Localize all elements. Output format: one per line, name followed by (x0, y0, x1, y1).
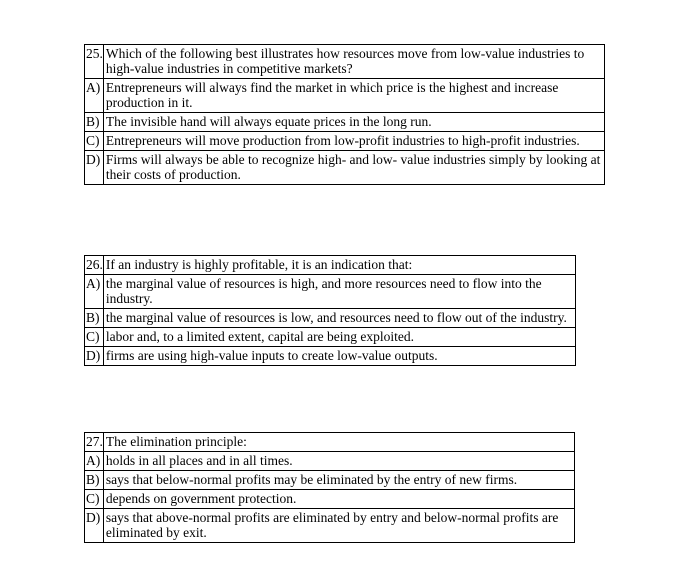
option-a-letter: A) (85, 452, 104, 471)
option-c-text: labor and, to a limited extent, capital are being exploited. (103, 328, 575, 347)
question-number: 26. (85, 256, 104, 275)
option-b-text: the marginal value of resources is low, and resources need to flow out of the industry. (103, 309, 575, 328)
option-c-row (85, 328, 576, 347)
question-stem: If an industry is highly profitable, it is an indication that: (103, 256, 575, 275)
option-d-row (85, 509, 575, 543)
option-b-row (85, 309, 576, 328)
option-a-row (85, 275, 576, 309)
option-a-text: Entrepreneurs will always find the market in which price is the highest and increase production in it. (103, 79, 604, 113)
option-c-letter: C) (85, 328, 104, 347)
option-a-text: the marginal value of resources is high, and more resources need to flow into the industry. (103, 275, 575, 309)
option-b-row (85, 471, 575, 490)
option-b-row (85, 113, 605, 132)
option-a-letter: A) (85, 79, 104, 113)
question-27 (84, 432, 575, 543)
option-d-text: says that above-normal profits are eliminated by entry and below-normal profits are eliminated by exit. (103, 509, 574, 543)
option-c-row (85, 132, 605, 151)
option-c-letter: C) (85, 132, 104, 151)
question-number: 27. (85, 433, 104, 452)
option-b-letter: B) (85, 309, 104, 328)
question-25 (84, 44, 605, 185)
option-d-row (85, 347, 576, 366)
question-stem-row (85, 256, 576, 275)
option-d-text: firms are using high-value inputs to create low-value outputs. (103, 347, 575, 366)
option-b-text: says that below-normal profits may be eliminated by the entry of new firms. (103, 471, 574, 490)
option-d-letter: D) (85, 151, 104, 185)
question-stem-row (85, 433, 575, 452)
option-a-letter: A) (85, 275, 104, 309)
option-b-letter: B) (85, 471, 104, 490)
option-b-text: The invisible hand will always equate prices in the long run. (103, 113, 604, 132)
option-a-row (85, 452, 575, 471)
option-d-letter: D) (85, 347, 104, 366)
option-c-row (85, 490, 575, 509)
question-stem: The elimination principle: (103, 433, 574, 452)
option-d-row (85, 151, 605, 185)
option-a-row (85, 79, 605, 113)
question-number: 25. (85, 45, 104, 79)
option-d-text: Firms will always be able to recognize high- and low- value industries simply by looking at their costs of production. (103, 151, 604, 185)
option-a-text: holds in all places and in all times. (103, 452, 574, 471)
option-c-letter: C) (85, 490, 104, 509)
question-26 (84, 255, 576, 366)
question-stem: Which of the following best illustrates how resources move from low-value industries to high-value industries in competitive markets? (103, 45, 604, 79)
option-b-letter: B) (85, 113, 104, 132)
option-d-letter: D) (85, 509, 104, 543)
option-c-text: depends on government protection. (103, 490, 574, 509)
question-stem-row (85, 45, 605, 79)
option-c-text: Entrepreneurs will move production from low-profit industries to high-profit industries. (103, 132, 604, 151)
